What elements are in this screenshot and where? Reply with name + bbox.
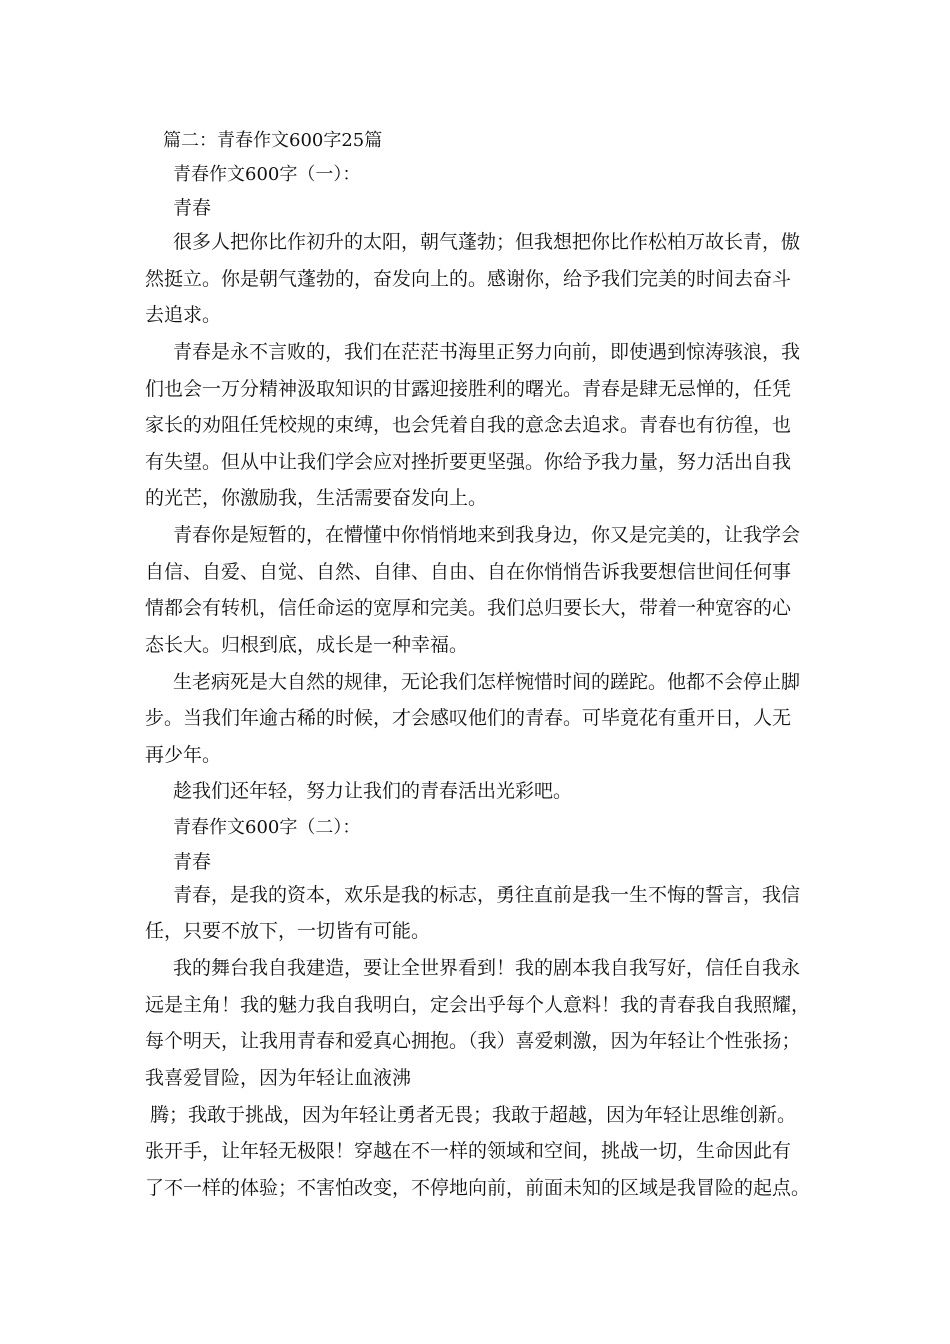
text-line: 青春是永不言败的，我们在茫茫书海里正努力向前，即使遇到惊涛骇浪，我 — [173, 341, 801, 363]
text-line: 自信、自爱、自觉、自然、自律、自由、自在你悄悄告诉我要想信世间任何事 — [145, 561, 792, 583]
text-line: 很多人把你比作初升的太阳，朝气蓬勃；但我想把你比作松柏万故长青，傲 — [173, 231, 801, 253]
text-line: 青春你是短暂的，在懵懂中你悄悄地来到我身边，你又是完美的，让我学会 — [173, 524, 801, 546]
text-line: 情都会有转机，信任命运的宽厚和完美。我们总归要长大，带着一种宽容的心 — [145, 597, 792, 619]
text-line: 远是主角！我的魅力我自我明白，定会出乎每个人意料！我的青春我自我照耀， — [145, 994, 811, 1016]
text-line: 们也会一万分精神汲取知识的甘露迎接胜利的曙光。青春是肆无忌惮的，任凭 — [145, 378, 792, 400]
text-line: 有失望。但从中让我们学会应对挫折要更坚强。你给予我力量，努力活出自我 — [145, 451, 792, 473]
essay-heading: 青春作文600字（一）： — [173, 164, 361, 185]
text-line: 生老病死是大自然的规律，无论我们怎样惋惜时间的蹉跎。他都不会停止脚 — [173, 671, 801, 693]
section-heading: 篇二：青春作文600字25篇 — [163, 130, 383, 151]
text-line: 的光芒，你激励我，生活需要奋发向上。 — [145, 487, 488, 509]
text-line: 我喜爱冒险，因为年轻让血液沸 — [145, 1067, 412, 1089]
text-line: 我的舞台我自我建造，要让全世界看到！我的剧本我自我写好，信任自我永 — [173, 957, 801, 979]
text-line: 腾；我敢于挑战，因为年轻让勇者无畏；我敢于超越，因为年轻让思维创新。 — [150, 1104, 797, 1126]
text-line: 再少年。 — [145, 744, 222, 766]
text-line: 张开手，让年轻无极限！穿越在不一样的领域和空间，挑战一切，生命因此有 — [145, 1140, 792, 1162]
essay-title: 青春 — [173, 851, 212, 873]
text-line: 然挺立。你是朝气蓬勃的，奋发向上的。感谢你，给予我们完美的时间去奋斗 — [145, 268, 792, 290]
text-line: 态长大。归根到底，成长是一种幸福。 — [145, 634, 469, 656]
text-line: 家长的劝阻任凭校规的束缚，也会凭着自我的意念去追求。青春也有彷徨，也 — [145, 414, 792, 436]
text-line: 去追求。 — [145, 304, 222, 326]
text-line: 青春，是我的资本，欢乐是我的标志，勇往直前是我一生不悔的誓言，我信 — [173, 884, 801, 906]
essay-title: 青春 — [173, 197, 212, 219]
essay-heading: 青春作文600字（二）： — [173, 817, 361, 838]
text-line: 趁我们还年轻，努力让我们的青春活出光彩吧。 — [173, 780, 573, 802]
text-line: 了不一样的体验；不害怕改变，不停地向前，前面未知的区域是我冒险的起点。 — [145, 1177, 811, 1199]
text-line: 每个明天，让我用青春和爱真心拥抱。（我）喜爱刺激，因为年轻让个性张扬； — [145, 1030, 801, 1052]
text-line: 任，只要不放下，一切皆有可能。 — [145, 920, 431, 942]
text-line: 步。当我们年逾古稀的时候，才会感叹他们的青春。可毕竟花有重开日，人无 — [145, 707, 792, 729]
